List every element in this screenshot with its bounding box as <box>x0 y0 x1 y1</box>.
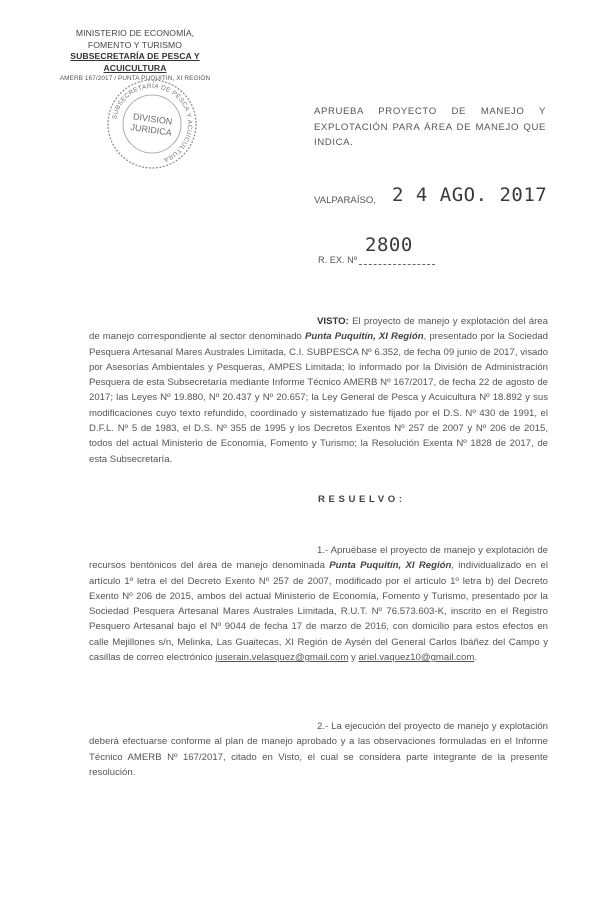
resolution-number-line <box>359 264 435 265</box>
email-link-2[interactable]: ariel.vaquez10@gmail.com <box>358 652 475 664</box>
stamp-center-line1: DIVISION <box>132 111 173 127</box>
resolution-label: R. EX. Nº <box>318 255 358 265</box>
item1-text-b: , individualizado en el artículo 1º letra el del Decreto Exento Nº 257 de 2007, modificado por el artículo 1º letra b) del Decreto Exento Nº 206 de 2015, ambos del actual Ministerio de Economía, Fomento y Turismo, presentado por la Sociedad Pesquera Artesanal Mares Australes Limitada, R.U.T. Nº 76.573.603-K, inscrito en el Registro Pesquero Artesanal bajo el Nº 9044 de fecha 17 de marzo de 2016, con domicilio para estos efectos en calle Mejillones s/n, Melinka, Las Guaitecas, XI Región de Aysén del General Carlos Ibáñez del Campo y casillas de correo electrónico <box>89 560 548 664</box>
resuelvo-heading: RESUELVO: <box>318 494 406 505</box>
stamp-ring-text: SUBSECRETARÍA DE PESCA Y ACUICULTURA <box>111 82 194 164</box>
stamp-outer-ring <box>108 80 196 168</box>
ministry-name-cont: FOMENTO Y TURISMO <box>87 39 183 50</box>
undersecretariat-name: SUBSECRETARÍA DE PESCA Y ACUICULTURA <box>70 51 200 73</box>
date-stamp-value: 2 4 AGO. 2017 <box>392 184 548 206</box>
document-subject: APRUEBA PROYECTO DE MANEJO Y EXPLOTACIÓN PARA ÁREA DE MANEJO QUE INDICA. <box>314 106 546 148</box>
item1-area-name: Punta Puquitín, XI Región <box>329 560 452 572</box>
file-reference: AMERB 167/2017 / PUNTA PUQUITIN, XI REGIÓN <box>59 75 211 82</box>
resolution-number: 2800 <box>365 234 413 256</box>
item1-end: . <box>474 652 477 664</box>
email-link-1[interactable]: juserain.velasquez@gmail.com <box>215 652 349 664</box>
resolution-item-1 <box>89 543 548 665</box>
date-place-label: VALPARAÍSO, <box>314 195 377 206</box>
resolution-item-2 <box>89 719 548 780</box>
stamp-center-line2: JURIDICA <box>129 122 173 138</box>
email-joiner: y <box>350 652 356 664</box>
visto-text-b: , presentado por la Sociedad Pesquera Artesanal Mares Australes Limitada, C.I. SUBPESCA Nº 6.352, de fecha 09 junio de 2017, visado por Asesorías Ambientales y Pesqueras, AMPES Limitada; lo informado por la División de Administración Pesquera de esta Subsecretaría mediante Informe Técnico AMERB Nº 167/2017, de fecha 22 de agosto de 2017; las Leyes Nº 19.880, Nº 20.437 y Nº 20.657; la Ley General de Pesca y Acuicultura Nº 18.892 y sus modificaciones cuyo texto refundido, coordinado y sistematizado fue fijado por el D.S. Nº 430 de 1991, el D.F.L. Nº 5 de 1983, el D.S. Nº 355 de 1995 y los Decretos Exentos Nº 257 de 2007 y Nº 206 de 2015, todos del actual Ministerio de Economía, Fomento y Turismo; la Resolución Exenta Nº 1828 de 2017, de esta Subsecretaría. <box>89 331 548 465</box>
letterhead <box>40 28 230 83</box>
item2-text: 2.- La ejecución del proyecto de manejo y explotación deberá efectuarse conforme al plan de manejo aprobado y a las observaciones formuladas en el Informe Técnico AMERB Nº 167/2017, citado en Visto, el cual se considera parte integrante de la presente resolución. <box>89 721 548 778</box>
ministry-name: MINISTERIO DE ECONOMÍA, <box>75 28 195 38</box>
item1-text-a: 1.- Apruébase el proyecto de manejo y explotación de recursos bentónicos del área de manejo denominada <box>89 545 548 572</box>
visto-paragraph <box>89 314 548 467</box>
division-juridica-stamp <box>104 76 200 172</box>
visto-text-a: El proyecto de manejo y explotación del área de manejo correspondiente al sector denominado <box>89 316 548 343</box>
visto-label: VISTO: <box>317 316 349 327</box>
visto-area-name: Punta Puquitín, XI Región <box>304 331 424 343</box>
